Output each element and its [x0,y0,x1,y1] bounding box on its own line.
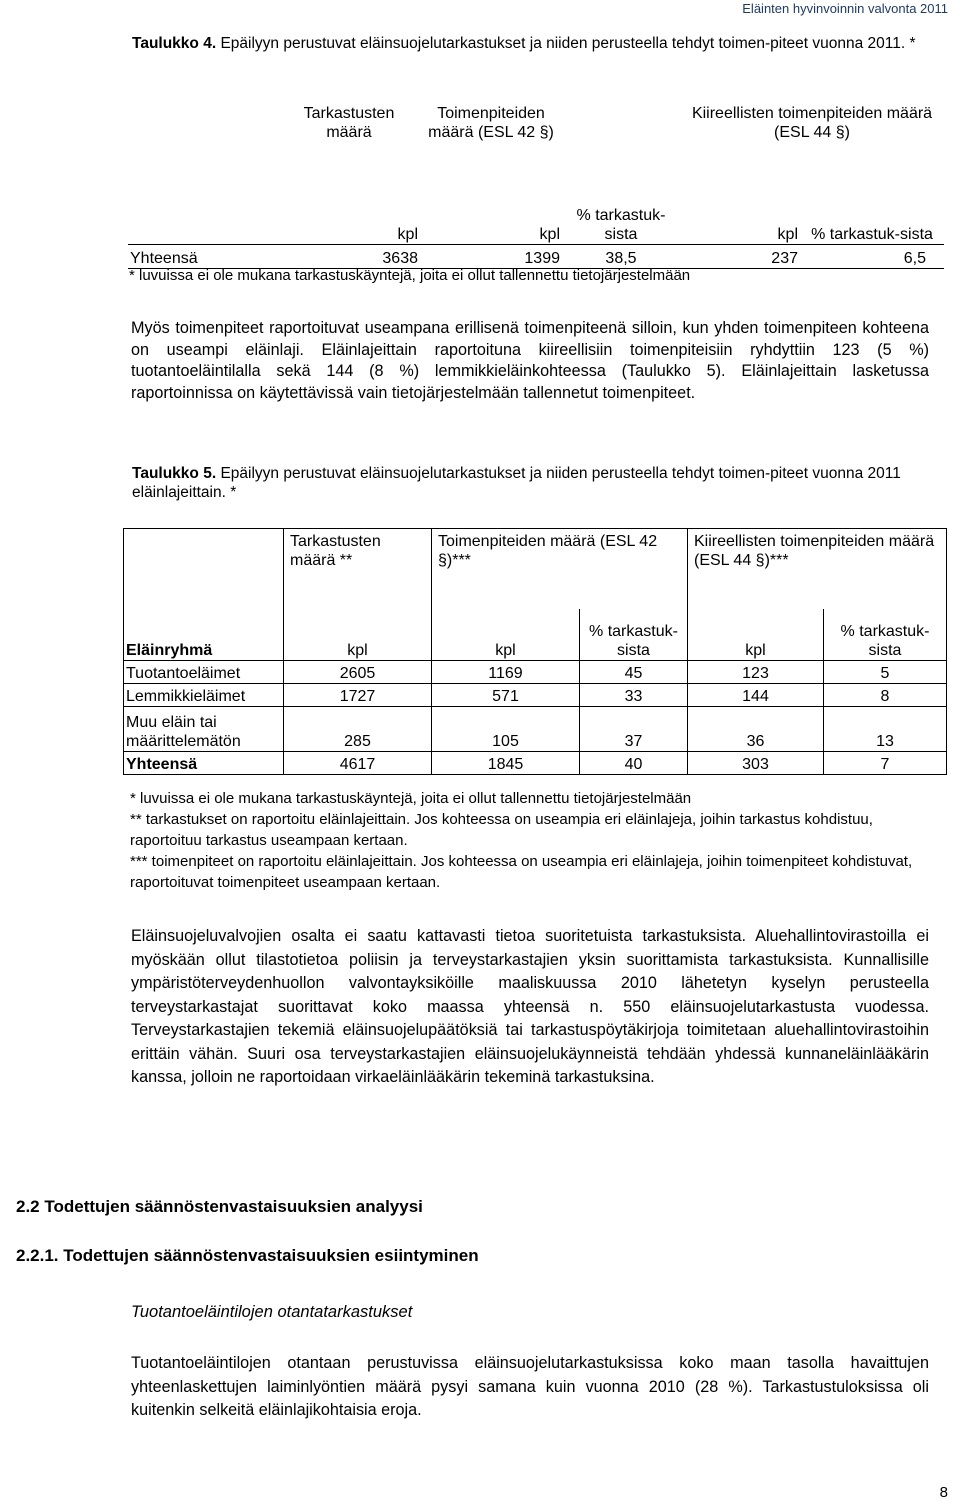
table4-group-inspections: Tarkastusten määrä [303,105,395,141]
table5-cell: 123 [688,661,824,684]
table5 [123,528,947,775]
table5-cell: 105 [432,707,580,752]
table4-cell: 38,5 [562,244,680,268]
table5-cell: 1845 [432,752,580,775]
table5-row-label-line1: Muu eläin tai [126,714,217,731]
table5-row-label: Yhteensä [124,752,284,775]
table5-group-measures: Toimenpiteiden määrä (ESL 42 §)*** [432,529,688,609]
table5-cell: 33 [580,684,688,707]
italic-subheading: Tuotantoeläintilojen otantatarkastukset [131,1303,413,1321]
table4-cell: 6,5 [800,244,944,268]
table4-cell: 237 [680,244,800,268]
table4-subheader: kpl [420,192,562,244]
paragraph-1: Myös toimenpiteet raportoituvat useampana erillisenä toimenpiteenä silloin, kun yhden toimenpiteen kohteena on useampi eläinlaji. Eläinlajeittain raportoituna kiireellisiin toimenpiteisiin ryhdyttiin 123 (5 %) tuotantoeläintilalla sekä 144 (8 %) lemmikkieläinkohteessa (Taulukko 5). Eläinlajeittain lasketussa raportoinnissa on käytettävissä vain tietojärjestelmään tallennetut toimenpiteet. [131,319,929,402]
table5-cell: 4617 [284,752,432,775]
table5-group-urgent: Kiireellisten toimenpiteiden määrä (ESL 44 §)*** [688,529,947,609]
table5-subheader: % tarkastuk-sista [580,609,688,661]
table4-subheader: kpl [278,192,420,244]
table5-cell: 285 [284,707,432,752]
table5-cell: 7 [824,752,947,775]
table5-cell: 1727 [284,684,432,707]
table5-footnote: * luvuissa ei ole mukana tarkastuskäyntejä, joita ei ollut tallennettu tietojärjestelmään [130,790,692,807]
table5-footnote: ** tarkastukset on raportoitu eläinlajeittain. Jos kohteessa on useampia eri eläinlajeja, joihin tarkastus kohdistuu, raportoituu tarkastus useampaan kertaan. [130,811,873,849]
table5-subheader: kpl [432,609,580,661]
table5-cell: 37 [580,707,688,752]
table5-cell: 45 [580,661,688,684]
table5-row-label: Lemmikkieläimet [124,684,284,707]
table5-subheader: kpl [284,609,432,661]
table5-cell: 5 [824,661,947,684]
table4-footnote: * luvuissa ei ole mukana tarkastuskäyntejä, joita ei ollut tallennettu tietojärjestelmään [129,267,691,284]
table4-caption [132,34,932,53]
table5-cell: 144 [688,684,824,707]
table5-caption [132,464,932,502]
table5-cell: 571 [432,684,580,707]
paragraph-2: Eläinsuojeluvalvojien osalta ei saatu kattavasti tietoa suoritetuista tarkastuksista. Aluehallintovirastoilla ei myöskään ollut tilastotietoa poliisin ja terveystarkastajien yksin suorittamista tarkastuksista. Kunnallisille ympäristöterveydenhuollon valvontayksiköille maaliskuussa 2010 lähetetyn kyselyn perusteella terveystarkastajat suorittavat koko maassa yhteensä n. 550 eläinsuojelutarkastusta vuodessa. Terveystarkastajien tekemiä eläinsuojelupäätöksiä tai tarkastuspöytäkirjoja toimitetaan aluehallintovirastoihin erittäin vähän. Suuri osa terveystarkastajien eläinsuojelukäynneistä tehdään yhdessä kunnaneläinlääkärin kanssa, jolloin ne raportoidaan virkaeläinlääkärin tekeminä tarkastuksina. [131,927,929,1086]
table5-cell: 2605 [284,661,432,684]
table-row [124,707,947,752]
table5-footnote: *** toimenpiteet on raportoitu eläinlajeittain. Jos kohteessa on useampia eri eläinlajeja, joihin toimenpiteet kohdistuvat, raportoituvat toimenpiteet useampaan kertaan. [130,853,913,891]
table4-subheader: % tarkastuk-sista [562,192,680,244]
table5-first-col-header: Eläinryhmä [124,609,284,661]
running-header: Eläinten hyvinvoinnin valvonta 2011 [742,1,948,16]
table5-footnotes [130,788,920,893]
page-number: 8 [939,1484,948,1501]
table5-cell: 1169 [432,661,580,684]
table4-subheader: % tarkastuk-sista [800,192,944,244]
table4-group-measures: Toimenpiteiden määrä (ESL 42 §) [428,105,554,141]
table5-subheader: % tarkastuk-sista [824,609,947,661]
table5-subheader: kpl [688,609,824,661]
table5-cell: 36 [688,707,824,752]
table4-subheader: kpl [680,192,800,244]
table4-cell: 1399 [420,244,562,268]
table5-cell: 303 [688,752,824,775]
table5-row-label-line2: määrittelemätön [126,733,241,750]
table4 [128,104,944,269]
table5-group-inspections: Tarkastusten määrä ** [284,529,432,609]
table4-caption-label: Taulukko 4. [132,35,217,52]
table5-cell: 8 [824,684,947,707]
table5-row-label: Tuotantoeläimet [124,661,284,684]
section-heading: 2.2 Todettujen säännöstenvastaisuuksien analyysi [16,1197,423,1216]
table5-caption-text: Epäilyyn perustuvat eläinsuojelutarkastukset ja niiden perusteella tehdyt toimen-piteet vuonna 2011 eläinlajeittain. * [132,465,901,501]
table4-caption-text: Epäilyyn perustuvat eläinsuojelutarkastukset ja niiden perusteella tehdyt toimen-piteet vuonna 2011. * [220,35,916,52]
table5-row-label [124,707,284,752]
table4-group-urgent: Kiireellisten toimenpiteiden määrä (ESL 44 §) [691,105,933,141]
table-row [124,684,947,707]
table5-cell: 40 [580,752,688,775]
table4-cell: 3638 [278,244,420,268]
table-row [124,752,947,775]
paragraph-3: Tuotantoeläintilojen otantaan perustuvissa eläinsuojelutarkastuksissa koko maan tasolla havaittujen yhteenlaskettujen laiminlyöntien määrä pysyi samana kuin vuonna 2010 (28 %). Tarkastustuloksissa oli kuitenkin selkeitä eläinlajikohtaisia eroja. [131,1354,929,1419]
subsection-heading: 2.2.1. Todettujen säännöstenvastaisuuksien esiintyminen [16,1246,479,1265]
table-row [124,661,947,684]
table4-row-label: Yhteensä [128,244,278,268]
table5-cell: 13 [824,707,947,752]
table5-caption-label: Taulukko 5. [132,465,217,482]
